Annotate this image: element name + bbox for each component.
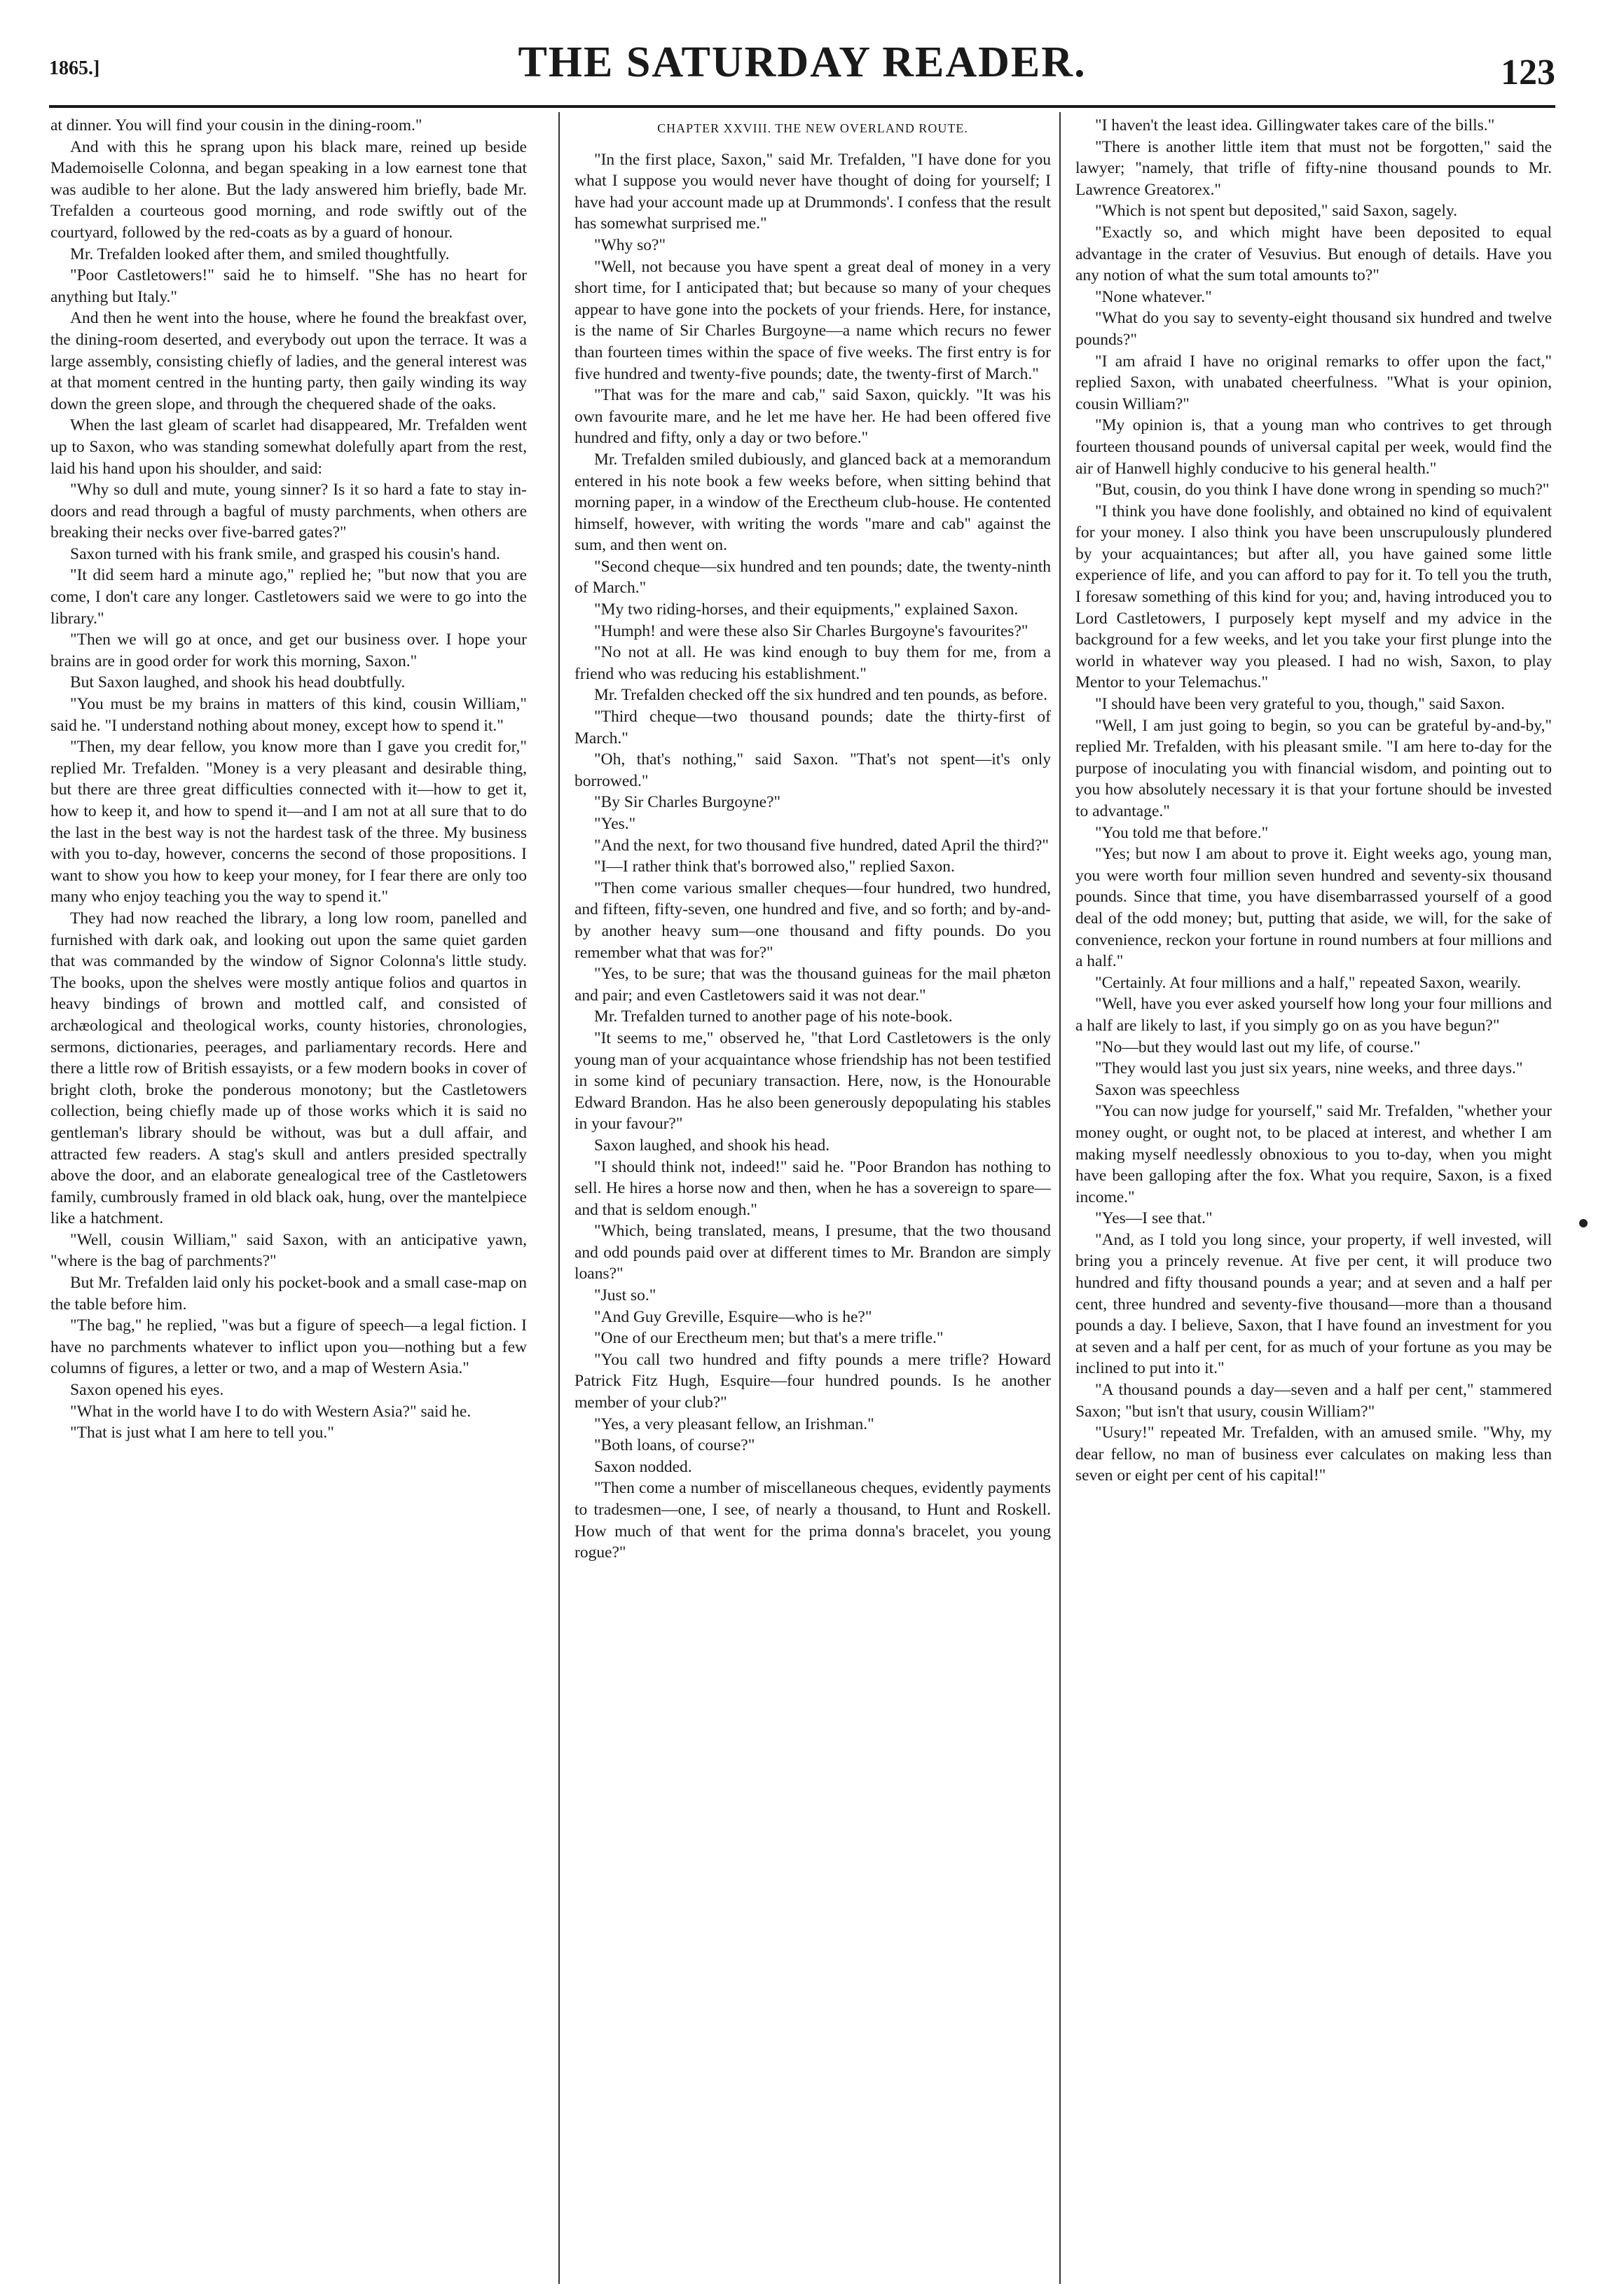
paragraph: Saxon laughed, and shook his head. (594, 1136, 830, 1155)
paragraph: "Just so." (594, 1286, 656, 1305)
paragraph: "And the next, for two thousand five hundred, dated April the third?" (594, 836, 1049, 855)
paragraph: at dinner. You will find your cousin in the dining-room." (50, 116, 422, 135)
paragraph: "They would last you just six years, nine weeks, and three days." (1095, 1059, 1523, 1078)
paragraph: When the last gleam of scarlet had disappeared, Mr. Trefalden went up to Saxon, who was standing somewhat dolefully apart from the rest, laid his hand upon his shoulder, and said: (50, 416, 527, 478)
paragraph: Mr. Trefalden smiled dubiously, and glanced back at a memorandum entered in his note book a few weeks before, when sitting behind that morning paper, in a window of the Erectheum club-house. He contented himself, however, with writing the words "mare and cab" against the sum, and then went on. (574, 450, 1051, 555)
paragraph: And then he went into the house, where he found the breakfast over, the dining-room deserted, and everybody out upon the terrace. It was a large assembly, consisting chiefly of ladies, and the general interest was at that moment centred in the hunting party, then gaily winding its way down the green slope, and through the chequered shade of the oaks. (50, 309, 527, 413)
paragraph: "What do you say to seventy-eight thousand six hundred and twelve pounds?" (1075, 309, 1552, 349)
paragraph: But Saxon laughed, and shook his head doubtfully. (70, 673, 406, 692)
paragraph: Mr. Trefalden looked after them, and smiled thoughtfully. (70, 245, 450, 263)
paragraph: "One of our Erectheum men; but that's a mere trifle." (594, 1329, 944, 1348)
paragraph: "I should think not, indeed!" said he. "Poor Brandon has nothing to sell. He hires a horse now and then, when he has a sovereign to spare—and that is seldom enough." (574, 1157, 1051, 1219)
paragraph: "A thousand pounds a day—seven and a half per cent," stammered Saxon; "but isn't that usury, cousin William?" (1075, 1381, 1552, 1421)
paragraph: "Third cheque—two thousand pounds; date the thirty-first of March." (574, 708, 1051, 748)
paragraph: "Usury!" repeated Mr. Trefalden, with an amused smile. "Why, my dear fellow, no man of business ever calculates on making less than seven or eight per cent of his capital!" (1075, 1424, 1552, 1485)
paragraph: "You call two hundred and fifty pounds a mere trifle? Howard Patrick Fitz Hugh, Esquire—four hundred pounds. Is he another member of your club?" (574, 1350, 1051, 1412)
paragraph: "Yes—I see that." (1095, 1209, 1213, 1228)
paragraph: They had now reached the library, a long low room, panelled and furnished with dark oak, and looking out upon the same quiet garden that was commanded by the window of Signor Colonna's little study. The books, upon the shelves were mostly antique folios and quartos in heavy bindings of brown and mottled calf, and consisted of archæological and theological works, county histories, chronologies, sermons, dictionaries, peerages, and parliamentary records. Here and there a little row of British essayists, or a few modern books in cover of bright cloth, broke the ponderous monotony; but the Castletowers collection, being chiefly made up of those works which it is said no gentleman's library should be without, was but a dull affair, and attracted few readers. A stag's skull and antlers presided spectrally above the door, and an elaborate genealogical tree of the Castletowers family, cumbrously framed in old black oak, hung, over the mantelpiece like a hatchment. (50, 909, 527, 1228)
paragraph: But Mr. Trefalden laid only his pocket-book and a small case-map on the table before him. (50, 1274, 527, 1314)
publication-title: THE SATURDAY READER. (518, 39, 1087, 86)
paragraph: "I—I rather think that's borrowed also," replied Saxon. (594, 858, 955, 876)
text-column-3 (1075, 115, 1552, 2280)
column-divider (558, 112, 560, 2284)
paragraph: "Oh, that's nothing," said Saxon. "That's not spent—it's only borrowed." (574, 750, 1051, 790)
paragraph: Saxon was speechless (1095, 1080, 1240, 1099)
paragraph: "Certainly. At four millions and a half," repeated Saxon, wearily. (1095, 973, 1522, 992)
header-date: 1865.] (49, 57, 100, 79)
paragraph: "There is another little item that must not be forgotten," said the lawyer; "namely, that trifle of fifty-nine thousand pounds to Mr. Lawrence Greatorex." (1075, 137, 1552, 199)
paragraph: Saxon opened his eyes. (70, 1381, 224, 1400)
paragraph: "None whatever." (1095, 287, 1212, 306)
paragraph: "Second cheque—six hundred and ten pounds; date, the twenty-ninth of March." (574, 557, 1051, 598)
paragraph: "The bag," he replied, "was but a figure of speech—a legal fiction. I have no parchments whatever to inflict upon you—nothing but a few columns of figures, a letter or two, and a map of Western Asia." (50, 1316, 527, 1378)
paragraph: Mr. Trefalden turned to another page of his note-book. (594, 1007, 953, 1026)
paragraph: "I am afraid I have no original remarks to offer upon the fact," replied Saxon, with unabated cheerfulness. "What is your opinion, cousin William?" (1075, 352, 1552, 413)
text-column-2 (574, 115, 1051, 2280)
chapter-heading: CHAPTER XXVIII. THE NEW OVERLAND ROUTE. (657, 121, 968, 135)
paragraph: "Then, my dear fellow, you know more than I gave you credit for," replied Mr. Trefalden. "Money is a very pleasant and desirable thing, but there are three great difficulties connected with it—how to get it, how to keep it, and how to spend it—and I am not at all sure that to do the last in the best way is not the hardest task of the three. My business with you to-day, however, concerns the second of those propositions. I want to show you how to keep your money, for I fear there are only too many who enjoy teaching you the way to spend it." (50, 738, 527, 907)
paragraph: "Then come a number of miscellaneous cheques, evidently payments to tradesmen—one, I see, of nearly a thousand, to Hunt and Roskell. How much of that went for the prima donna's bracelet, you young rogue?" (574, 1479, 1051, 1562)
paragraph: "Well, not because you have spent a great deal of money in a very short time, for I anticipated that; but because so many of your cheques appear to have gone into the pockets of your friends. Here, for instance, is the name of Sir Charles Burgoyne—a name which recurs no fewer than fourteen times within the space of five weeks. The first entry is for five hundred and twenty-five pounds; date, the twenty-first of March." (574, 257, 1051, 383)
paragraph: "Well, have you ever asked yourself how long your four millions and a half are likely to last, if you simply go on as you have begun?" (1075, 995, 1552, 1035)
paragraph: "No—but they would last out my life, of course." (1095, 1038, 1421, 1056)
paragraph: "Why so?" (594, 235, 666, 254)
page-header (49, 21, 1555, 105)
paragraph: "You must be my brains in matters of this kind, cousin William," said he. "I understand nothing about money, except how to spend it." (50, 695, 527, 735)
paragraph: "Yes." (594, 815, 636, 833)
header-rule (49, 105, 1555, 108)
paragraph: "I think you have done foolishly, and obtained no kind of equivalent for your money. I also think you have been unscrupulously plundered by your acquaintances; but after all, you have gained some little experience of life, and you can afford to pay for it. To tell you the truth, I foresaw something of this kind for you; and, having introduced you to Lord Castletowers, I purposely kept myself and my advice in the background for a few weeks, and let you take your first plunge into the world in whatever way you pleased. I had no wish, Saxon, to play Mentor to your Telemachus." (1075, 502, 1552, 692)
paragraph: "Which is not spent but deposited," said Saxon, sagely. (1095, 202, 1457, 221)
paragraph: "Why so dull and mute, young sinner? Is it so hard a fate to stay in-doors and read through a bagful of musty parchments, when others are breaking their necks over five-barred gates?" (50, 481, 527, 542)
paragraph: "I should have been very grateful to you, though," said Saxon. (1095, 695, 1506, 714)
paragraph: "What in the world have I to do with Western Asia?" said he. (70, 1402, 472, 1421)
page-number: 123 (1501, 53, 1555, 92)
paragraph: "Exactly so, and which might have been deposited to equal advantage in the crater of Vesuvius. But enough of details. Have you any notion of what the sum total amounts to?" (1075, 223, 1552, 285)
paragraph: "Yes, to be sure; that was the thousand guineas for the mail phæton and pair; and even Castletowers said it was not dear." (574, 965, 1051, 1005)
paragraph: "It did seem hard a minute ago," replied he; "but now that you are come, I don't care any longer. Castletowers said we were to go into the library." (50, 566, 527, 628)
paragraph: "That was for the mare and cab," said Saxon, quickly. "It was his own favourite mare, and he let me have her. He had been offered five hundred and fifty, only a day or two before." (574, 386, 1051, 448)
paragraph: "My opinion is, that a young man who contrives to get through fourteen thousand pounds of universal capital per week, would find the air of Hanwell highly conducive to his general health." (1075, 416, 1552, 478)
paragraph: "Humph! and were these also Sir Charles Burgoyne's favourites?" (594, 621, 1028, 640)
paragraph: "Both loans, of course?" (594, 1436, 755, 1455)
paragraph: "That is just what I am here to tell you." (70, 1424, 334, 1442)
paragraph: "Poor Castletowers!" said he to himself. "She has no heart for anything but Italy." (50, 266, 527, 306)
paragraph: "You can now judge for yourself," said Mr. Trefalden, "whether your money ought, or ought not, to be placed at interest, and whether I am making myself needlessly obnoxious to you to-day, when you might have been galloping after the fox. What you require, Saxon, is a fixed income." (1075, 1102, 1552, 1206)
paragraph: "Which, being translated, means, I presume, that the two thousand and odd pounds paid over at different times to Mr. Brandon are simply loans?" (574, 1222, 1051, 1283)
paragraph: "I haven't the least idea. Gillingwater takes care of the bills." (1095, 116, 1495, 135)
paragraph: "Well, I am just going to begin, so you can be grateful by-and-by," replied Mr. Trefalden, with his pleasant smile. "I am here to-day for the purpose of inoculating you with financial wisdom, and pointing out to you how absolutely necessary it is that your fortune should be invested to advantage." (1075, 716, 1552, 820)
paragraph: Mr. Trefalden checked off the six hundred and ten pounds, as before. (594, 686, 1047, 705)
paragraph: "And, as I told you long since, your property, if well invested, will bring you a princely revenue. At five per cent, it will produce two hundred and fifty thousand pounds a year; and at seven and a half per cent, three hundred and seventy-five thousand—more than a thousand pounds a day. I believe, Saxon, that I have found an investment for you at seven and a half per cent, for as much of your fortune as you may be inclined to put into it." (1075, 1230, 1552, 1378)
paragraph: "My two riding-horses, and their equipments," explained Saxon. (594, 600, 1019, 619)
paragraph: "Then we will go at once, and get our business over. I hope your brains are in good order for work this morning, Saxon." (50, 631, 527, 670)
paragraph: "In the first place, Saxon," said Mr. Trefalden, "I have done for you what I suppose you would never have thought of doing for yourself; I have had your account made up at Drummonds'. I confess that the result has somewhat surprised me." (574, 150, 1051, 233)
paragraph: "By Sir Charles Burgoyne?" (594, 793, 781, 812)
paragraph: "It seems to me," observed he, "that Lord Castletowers is the only young man of your acquaintance whose friendship has not been testified in some kind of pecuniary transaction. Here, now, is the Honourable Edward Brandon. Has he also been generously depopulating his stables in your favour?" (574, 1028, 1051, 1134)
paragraph: "Yes, a very pleasant fellow, an Irishman." (594, 1414, 874, 1433)
paragraph: "And Guy Greville, Esquire—who is he?" (594, 1307, 872, 1326)
paragraph: "But, cousin, do you think I have done wrong in spending so much?" (1095, 481, 1550, 500)
paragraph: "Yes; but now I am about to prove it. Eight weeks ago, young man, you were worth four million seven hundred and seventy-six thousand pounds. Since that time, you have disembarrassed yourself of a good deal of the odd money; but, putting that aside, we will, for the sake of convenience, reckon your fortune in round numbers at four millions and a half." (1075, 845, 1552, 971)
paragraph: "Well, cousin William," said Saxon, with an anticipative yawn, "where is the bag of parchments?" (50, 1230, 527, 1271)
paragraph: Saxon turned with his frank smile, and grasped his cousin's hand. (70, 544, 500, 563)
paragraph: Saxon nodded. (594, 1457, 692, 1476)
column-divider (1059, 112, 1061, 2284)
paragraph: "Then come various smaller cheques—four hundred, two hundred, and fifteen, fifty-seven, one hundred and five, and so forth; and by-and-by another heavy sum—one thousand and fifty pounds. Do you remember what that was for?" (574, 879, 1051, 962)
paragraph: And with this he sprang upon his black mare, reined up beside Mademoiselle Colonna, and began speaking in a low earnest tone that was audible to her alone. But the lady answered him briefly, bade Mr. Trefalden a courteous good morning, and rode swiftly out of the courtyard, followed by the red-coats as by a guard of honour. (50, 137, 527, 242)
paragraph: "No not at all. He was kind enough to buy them for me, from a friend who was reducing his establishment." (574, 643, 1051, 683)
margin-mark (1579, 1219, 1588, 1227)
text-column-1 (50, 115, 527, 2280)
paragraph: "You told me that before." (1095, 823, 1269, 842)
